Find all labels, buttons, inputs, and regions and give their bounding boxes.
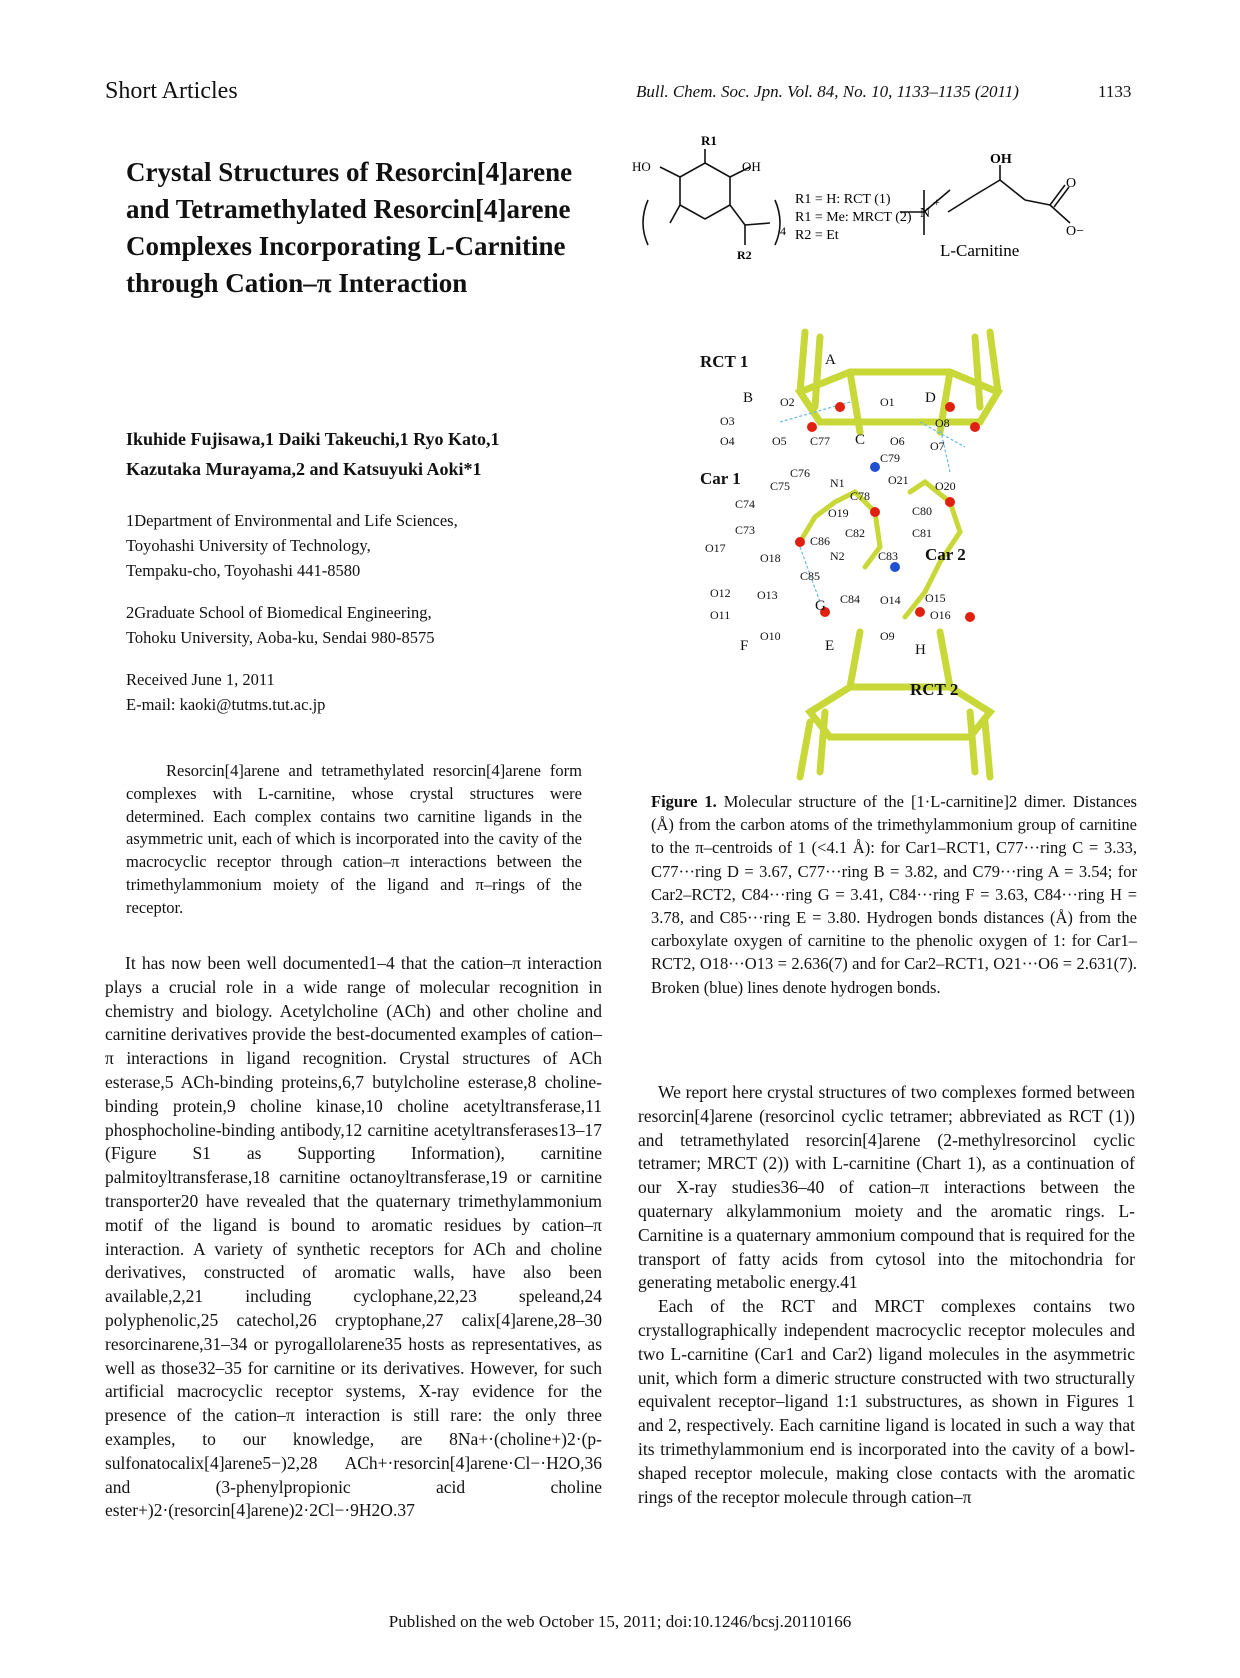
label-ring-a: A bbox=[825, 352, 836, 368]
label-o3: O3 bbox=[720, 414, 735, 428]
label-ring-h: H bbox=[915, 642, 926, 658]
label-o8: O8 bbox=[935, 416, 950, 430]
label-car1: Car 1 bbox=[700, 469, 741, 488]
label-o19: O19 bbox=[828, 506, 849, 520]
legend-line-2: R1 = Me: MRCT (2) bbox=[795, 210, 912, 225]
label-o11: O11 bbox=[710, 608, 731, 622]
article-title: Crystal Structures of Resorcin[4]arene and Tetramethylated Resorcin[4]arene Complexes Incorporating L-Carnitine through Cation–π Interaction bbox=[126, 157, 573, 298]
carnitine-name: L-Carnitine bbox=[940, 241, 1020, 260]
affiliation-1-line-1: 1Department of Environmental and Life Sciences, bbox=[126, 511, 458, 530]
label-c80: C80 bbox=[912, 504, 933, 518]
ho-label: HO bbox=[632, 159, 651, 174]
body-column-2 bbox=[638, 1081, 1135, 1509]
legend-line-3: R2 = Et bbox=[795, 228, 839, 243]
carnitine-o: O bbox=[1066, 176, 1077, 191]
body-paragraph-1: We report here crystal structures of two complexes formed between resorcin[4]arene (resorcinol cyclic tetramer; abbreviated as RCT (1)) and tetramethylated resorcin[4]arene (2-methylresorcinol cyclic tetramer; MRCT (2)) with L-carnitine (Chart 1), as a continuation of our X-ray studies36–40 of cation–π interactions between the quaternary alkylammonium moiety and the aromatic rings. L-Carnitine is a quaternary ammonium compound that is required for the transport of fatty acids from cytosol into the mitochondria for generating metabolic energy.41 bbox=[638, 1082, 1135, 1293]
label-o13: O13 bbox=[757, 588, 778, 602]
label-o15: O15 bbox=[925, 591, 946, 605]
carnitine-n: N bbox=[920, 206, 931, 221]
figure-1-molecular-structure bbox=[700, 332, 1060, 780]
body-paragraph-2: Each of the RCT and MRCT complexes contains two crystallographically independent macrocyclic receptor molecules and two L-carnitine (Car1 and Car2) ligand molecules in the asymmetric unit, which form a dimeric structure constructed with two structurally equivalent receptor–ligand 1:1 substructures, as shown in Figures 1 and 2, respectively. Each carnitine ligand is located in such a way that its trimethylammonium end is incorporated into the cavity of a bowl-shaped receptor molecule, making close contacts with the aromatic rings of the receptor molecule through cation–π bbox=[638, 1296, 1135, 1507]
label-ring-b: B bbox=[743, 390, 754, 406]
chart-1-structures bbox=[630, 135, 1140, 295]
label-c82: C82 bbox=[845, 526, 866, 540]
author-line-1: Ikuhide Fujisawa,1 Daiki Takeuchi,1 Ryo Kato,1 bbox=[126, 429, 500, 449]
label-o20: O20 bbox=[935, 479, 956, 493]
carnitine-oh: OH bbox=[990, 152, 1012, 167]
label-o21: O21 bbox=[888, 473, 909, 487]
affiliation-1-line-3: Tempaku-cho, Toyohashi 441-8580 bbox=[126, 561, 361, 580]
page-number: 1133 bbox=[1098, 82, 1132, 101]
caption-label: Figure 1. bbox=[651, 792, 717, 811]
affiliations bbox=[126, 508, 596, 717]
author-line-2: Kazutaka Murayama,2 and Katsuyuki Aoki*1 bbox=[126, 459, 482, 479]
label-o4: O4 bbox=[720, 434, 735, 448]
label-c83: C83 bbox=[878, 549, 899, 563]
benzene-ring bbox=[680, 163, 730, 219]
label-c74: C74 bbox=[735, 497, 756, 511]
label-c75: C75 bbox=[770, 479, 791, 493]
label-c84: C84 bbox=[840, 592, 861, 606]
carnitine-o-minus: O− bbox=[1066, 224, 1085, 239]
label-c73: C73 bbox=[735, 523, 756, 537]
label-ring-g: G bbox=[815, 598, 826, 614]
label-n2: N2 bbox=[830, 549, 845, 563]
oh-label: OH bbox=[742, 159, 761, 174]
receptor-rct1 bbox=[800, 332, 998, 432]
label-c77: C77 bbox=[810, 434, 831, 448]
label-ring-d: D bbox=[925, 390, 936, 406]
r2-label: R2 bbox=[737, 248, 752, 262]
label-c79: C79 bbox=[880, 451, 901, 465]
publication-footer: Published on the web October 15, 2011; doi:10.1246/bcsj.20110166 bbox=[388, 1612, 852, 1631]
label-car2: Car 2 bbox=[925, 545, 966, 564]
label-n1: N1 bbox=[830, 476, 845, 490]
label-c76: C76 bbox=[790, 466, 811, 480]
subscript-4: 4 bbox=[780, 224, 786, 238]
label-ring-f: F bbox=[740, 638, 749, 654]
label-o14: O14 bbox=[880, 593, 901, 607]
label-o2: O2 bbox=[780, 395, 795, 409]
label-o17: O17 bbox=[705, 541, 726, 555]
label-ring-c: C bbox=[855, 432, 866, 448]
label-o5: O5 bbox=[772, 434, 787, 448]
figure-1-caption bbox=[651, 790, 1137, 999]
label-c86: C86 bbox=[810, 534, 831, 548]
label-rct1: RCT 1 bbox=[700, 352, 749, 371]
label-o7: O7 bbox=[930, 439, 945, 453]
affiliation-1-line-2: Toyohashi University of Technology, bbox=[126, 536, 371, 555]
carnitine-plus: + bbox=[933, 195, 940, 209]
label-o6: O6 bbox=[890, 434, 905, 448]
received-date: Received June 1, 2011 bbox=[126, 670, 275, 689]
label-c78: C78 bbox=[850, 489, 871, 503]
label-rct2: RCT 2 bbox=[910, 680, 959, 699]
label-c81: C81 bbox=[912, 526, 933, 540]
section-header: Short Articles bbox=[105, 78, 238, 104]
journal-citation: Bull. Chem. Soc. Jpn. Vol. 84, No. 10, 1133–1135 (2011) bbox=[636, 82, 1019, 101]
caption-text: Molecular structure of the [1·L-carnitine]2 dimer. Distances (Å) from the carbon atoms of the trimethylammonium group of carnitine to the π–centroids of 1 (<4.1 Å): for Car1–RCT1, C77···ring C = 3.33, C77···ring D = 3.67, C77···ring B = 3.82, and C79···ring A = 3.54; for Car2–RCT2, C84···ring G = 3.41, C84···ring F = 3.63, C84···ring H = 3.78, and C85···ring E = 3.80. Hydrogen bonds distances (Å) from the carboxylate oxygen of carnitine to the phenolic oxygen of 1: for Car1–RCT2, O18···O13 = 2.636(7) and for Car2–RCT1, O21···O6 = 2.631(7). Broken (blue) lines denote hydrogen bonds. bbox=[651, 792, 1137, 997]
label-o9: O9 bbox=[880, 629, 895, 643]
author-list bbox=[126, 424, 596, 484]
label-ring-e: E bbox=[825, 638, 835, 654]
label-c85: C85 bbox=[800, 569, 821, 583]
label-o10: O10 bbox=[760, 629, 781, 643]
abstract: Resorcin[4]arene and tetramethylated resorcin[4]arene form complexes with L-carnitine, whose crystal structures were determined. Each complex contains two carnitine ligands in the asymmetric unit, each of which is incorporated into the cavity of the macrocyclic receptor through cation–π interactions between the trimethylammonium moiety of the ligand and π–rings of the receptor. bbox=[126, 761, 582, 917]
affiliation-2-line-2: Tohoku University, Aoba-ku, Sendai 980-8575 bbox=[126, 628, 435, 647]
label-o1: O1 bbox=[880, 395, 895, 409]
email[interactable]: E-mail: kaoki@tutms.tut.ac.jp bbox=[126, 695, 326, 714]
label-o18: O18 bbox=[760, 551, 781, 565]
label-o16: O16 bbox=[930, 608, 951, 622]
body-column-1: It has now been well documented1–4 that the cation–π interaction plays a crucial role in a wide range of molecular recognition in chemistry and biology. Acetylcholine (ACh) and other choline and carnitine derivatives provide the best-documented examples of cation–π interactions in ligand recognition. Crystal structures of ACh esterase,5 ACh-binding proteins,6,7 butylcholine esterase,8 choline-binding protein,9 choline kinase,10 choline acetyltransferase,11 phosphocholine-binding antibody,12 carnitine acetyltransferases13–17 (Figure S1 as Supporting Information), carnitine palmitoyltransferase,18 carnitine octanoyltransferase,19 or carnitine transporter20 have revealed that the quaternary trimethylammonium motif of the ligand is bound to aromatic residues by cation–π interaction. A variety of synthetic receptors for ACh and choline derivatives, constructed of aromatic walls, have also been available,2,21 including cyclophane,22,23 speleand,24 polyphenolic,25 catechol,26 cryptophane,27 calix[4]arene,28–30 resorcinarene,31–34 or pyrogallolarene35 hosts as representatives, as well as those32–35 for carnitine or its derivatives. However, for such artificial macrocyclic receptor systems, X-ray evidence for the presence of the cation–π interaction is still rare: the only three examples, to our knowledge, are 8Na+·(choline+)2·(p-sulfonatocalix[4]arene5−)2,28 ACh+·resorcin[4]arene·Cl−·H2O,36 and (3-phenylpropionic acid choline ester+)2·(resorcin[4]arene)2·2Cl−·9H2O.37 bbox=[105, 953, 602, 1521]
affiliation-2-line-1: 2Graduate School of Biomedical Engineering, bbox=[126, 603, 432, 622]
r1-label: R1 bbox=[701, 133, 717, 148]
label-o12: O12 bbox=[710, 586, 731, 600]
legend-line-1: R1 = H: RCT (1) bbox=[795, 192, 891, 207]
